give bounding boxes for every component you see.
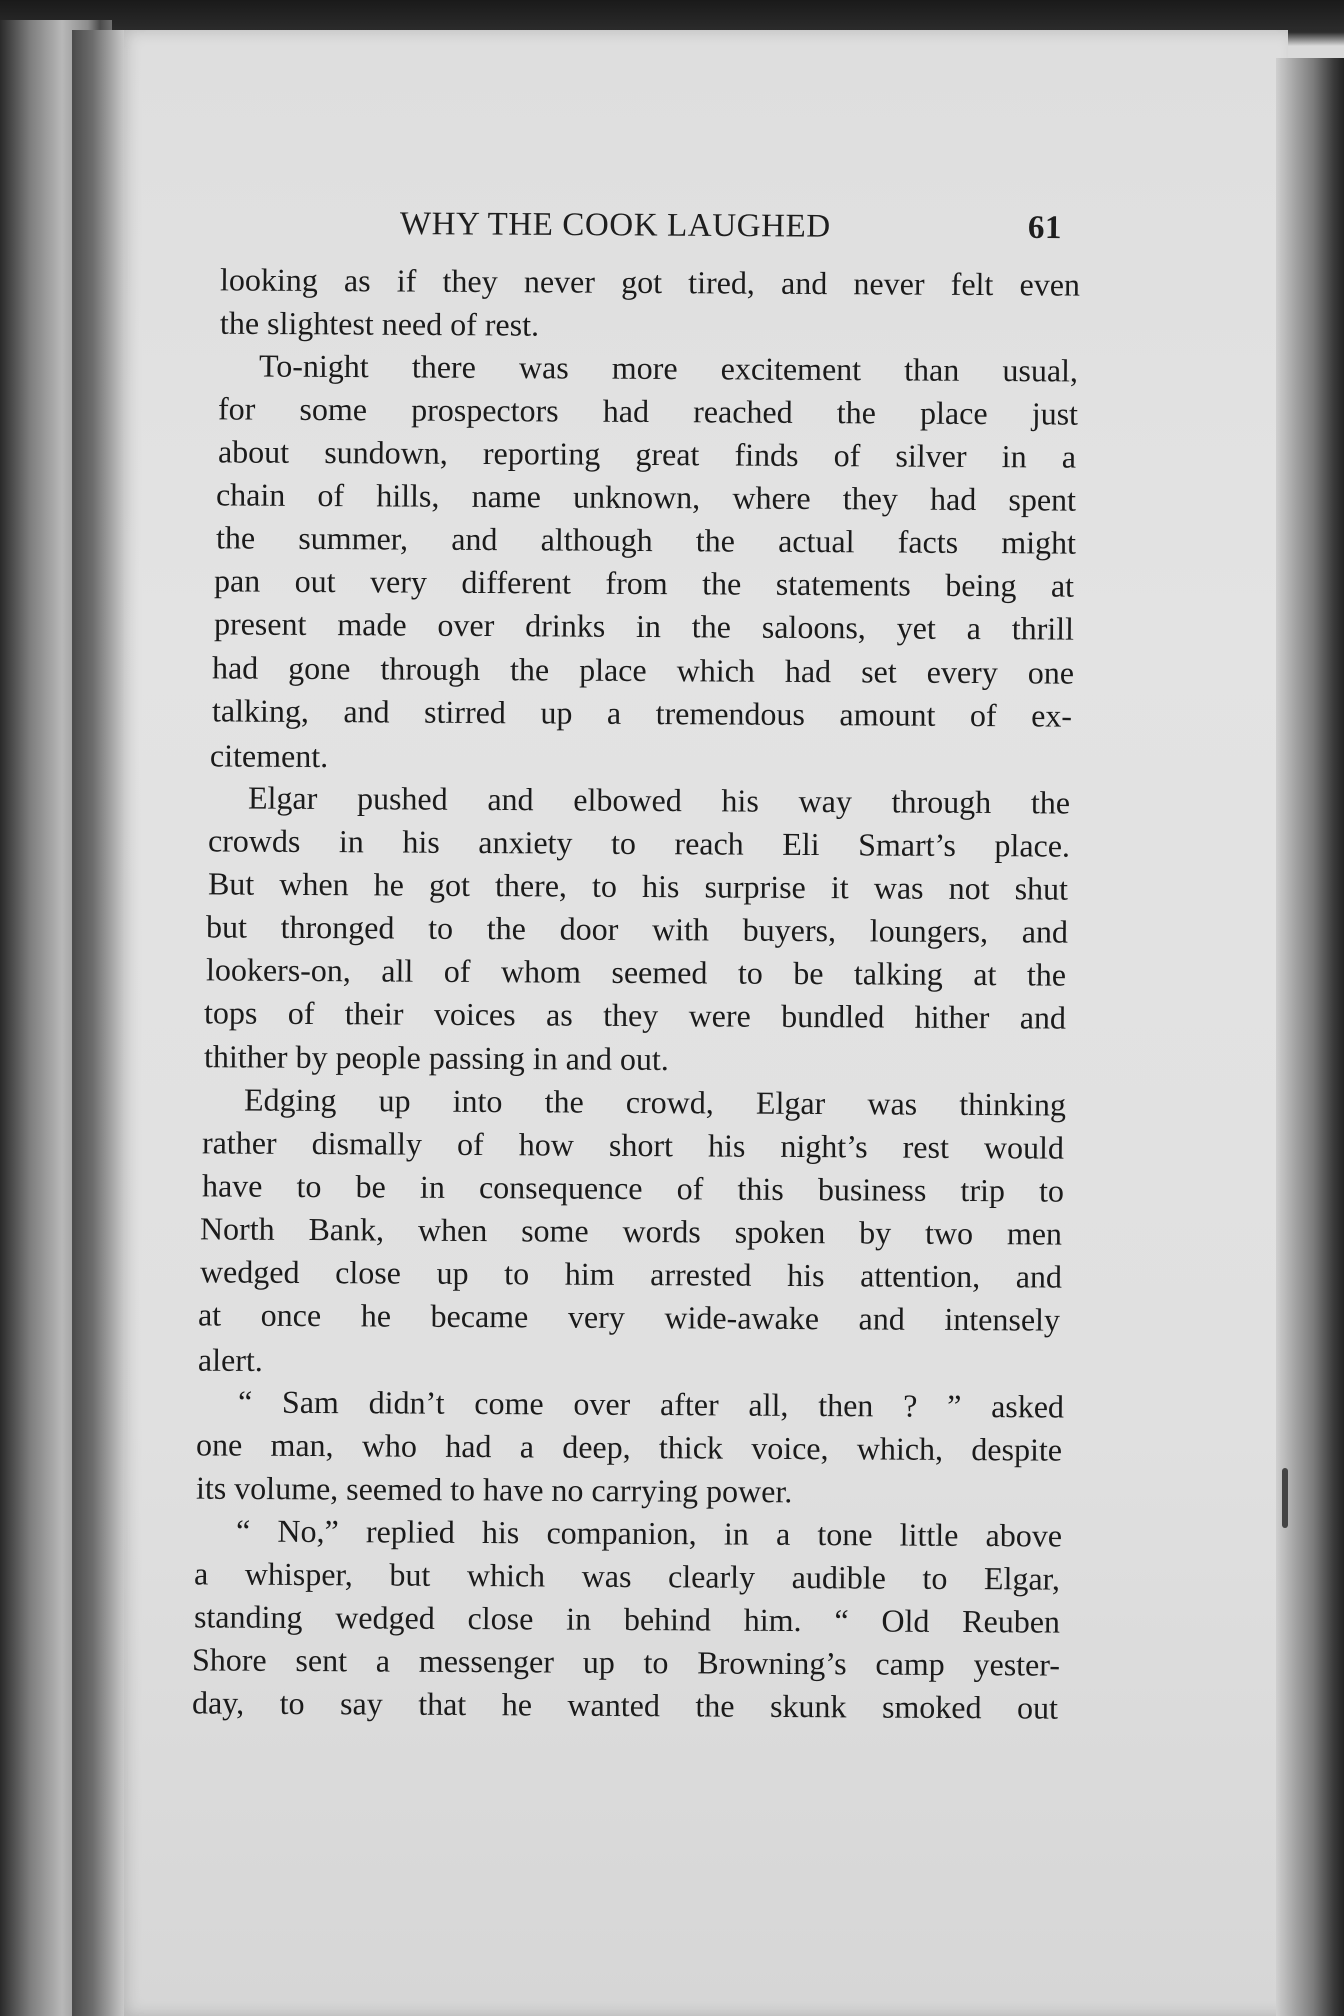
text-line: But when he got there, to his surprise it was not shut bbox=[207, 865, 1069, 907]
text-line: a whisper, but which was clearly audible to Elgar, bbox=[193, 1555, 1061, 1597]
book-gutter bbox=[72, 30, 124, 2016]
text-line: wedged close up to him arrested his attention, and bbox=[199, 1253, 1063, 1295]
text-line: crowds in his anxiety to reach Eli Smart’s place. bbox=[207, 822, 1071, 864]
text-line: day, to say that he wanted the skunk smoked out bbox=[191, 1684, 1059, 1726]
text-line: present made over drinks in the saloons, yet a thrill bbox=[213, 605, 1075, 647]
page-block-edge bbox=[1276, 58, 1344, 2016]
text-line: To-night there was more excitement than usual, bbox=[258, 347, 1079, 389]
text-line: its volume, seemed to have no carrying power. bbox=[195, 1469, 793, 1510]
text-line: looking as if they never got tired, and never felt even bbox=[219, 261, 1081, 303]
text-line: “ Sam didn’t come over after all, then ? ” asked bbox=[237, 1383, 1065, 1425]
text-line: tops of their voices as they were bundled hither and bbox=[203, 994, 1067, 1036]
text-line: the slightest need of rest. bbox=[219, 304, 540, 343]
text-line: North Bank, when some words spoken by two men bbox=[199, 1210, 1063, 1252]
running-title: WHY THE COOK LAUGHED bbox=[399, 206, 831, 245]
text-line: have to be in consequence of this business trip to bbox=[201, 1167, 1065, 1209]
text-line: standing wedged close in behind him. “ Old Reuben bbox=[193, 1598, 1061, 1640]
text-line: rather dismally of how short his night’s rest would bbox=[201, 1124, 1065, 1166]
text-line: Shore sent a messenger up to Browning’s camp yester- bbox=[191, 1641, 1061, 1683]
text-line: thither by people passing in and out. bbox=[203, 1038, 669, 1078]
edge-mark bbox=[1282, 1468, 1288, 1528]
text-line: citement. bbox=[209, 737, 329, 775]
text-line: lookers-on, all of whom seemed to be talking at the bbox=[205, 951, 1067, 993]
text-line: Elgar pushed and elbowed his way through the bbox=[247, 779, 1071, 821]
text-line: had gone through the place which had set every one bbox=[211, 649, 1075, 691]
text-line: at once he became very wide-awake and intensely bbox=[197, 1296, 1061, 1338]
text-line: but thronged to the door with buyers, loungers, and bbox=[205, 908, 1069, 950]
text-line: chain of hills, name unknown, where they had spent bbox=[215, 476, 1077, 518]
page-number: 61 bbox=[1027, 209, 1063, 247]
text-line: pan out very different from the statements being at bbox=[213, 562, 1075, 604]
text-line: alert. bbox=[197, 1341, 263, 1379]
text-line: “ No,” replied his companion, in a tone little above bbox=[235, 1512, 1063, 1554]
text-line: about sundown, reporting great finds of silver in a bbox=[217, 433, 1077, 475]
text-line: for some prospectors had reached the place just bbox=[217, 390, 1079, 432]
text-line: one man, who had a deep, thick voice, which, despite bbox=[195, 1426, 1063, 1468]
text-line: talking, and stirred up a tremendous amount of ex- bbox=[211, 692, 1073, 734]
text-line: the summer, and although the actual facts might bbox=[215, 519, 1077, 561]
text-line: Edging up into the crowd, Elgar was thinking bbox=[243, 1081, 1067, 1123]
running-head bbox=[400, 206, 1080, 250]
